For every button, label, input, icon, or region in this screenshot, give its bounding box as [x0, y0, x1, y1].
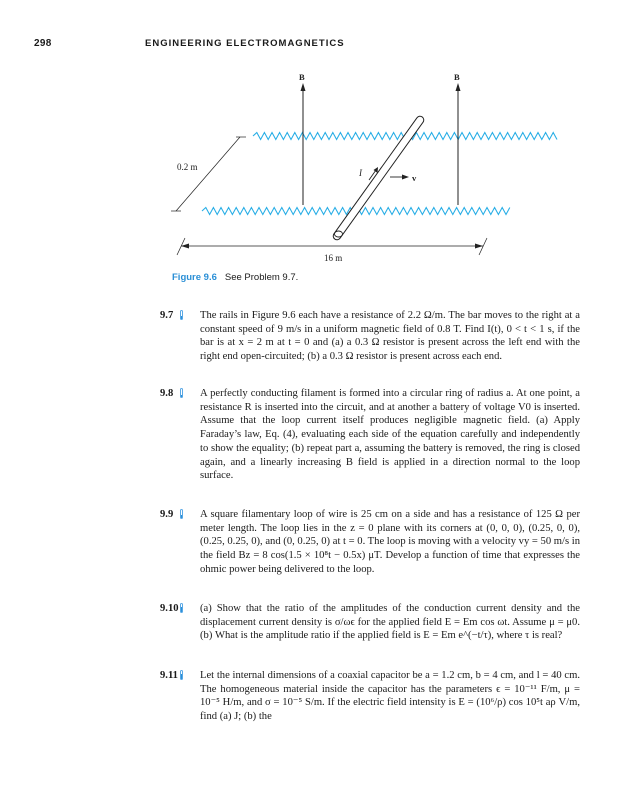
problem-number: 9.7 [160, 310, 174, 321]
b-field-arrow-right [456, 83, 461, 205]
problem-number: 9.8 [160, 388, 174, 399]
problem-number: 9.11 [160, 670, 178, 681]
problem-text: The rails in Figure 9.6 each have a resistance of 2.2 Ω/m. The bar moves to the right at a constant speed of 9 m/s in a uniform magnetic field of 0.8 T. Find I(t), 0 < t < 1 s, if the bar is at x = 2 m at t = 0 and (a) a 0.3 Ω resistor is present across the left end with the right end open-circuited; (b) a 0.3 Ω resistor is present across each end. [200, 310, 580, 363]
velocity-label: v [412, 173, 417, 183]
problem-9-7 [160, 309, 580, 364]
page-number: 298 [34, 38, 52, 49]
problem-text: A square filamentary loop of wire is 25 cm on a side and has a resistance of 125 Ω per meter length. The loop lies in the z = 0 plane with its corners at (0, 0, 0), (0.25, 0, 0), (0.25, 0.25, 0), and (0, 0.25, 0) at t = 0. The loop is moving with a velocity vy = 50 m/s in the field Bz = 8 cos(1.5 × 10⁸t − 0.5x) μT. Develop a function of time that expresses the ohmic power being delivered to the loop. [200, 509, 580, 575]
problem-number: 9.10 [160, 603, 179, 614]
problem-text: A perfectly conducting filament is formed into a circular ring of radius a. At one point, a resistance R is inserted into the circuit, and at another a battery of voltage V0 is inserted. Assume that the loop current itself produces negligible magnetic field. (a) Apply Faraday’s law, Eq. (4), evaluating each side of the equation carefully and independently to show the equality; (b) repeat part a, assuming the battery is removed, the ring is closed again, and a linearly increasing B field is applied in a direction normal to the loop surface. [200, 388, 580, 482]
separation-label: 0.2 m [177, 162, 198, 172]
velocity-arrow [390, 175, 409, 180]
separation-dimension [171, 137, 246, 211]
problem-text: (a) Show that the ratio of the amplitudes of the conduction current density and the displacement current density is σ/ωϵ for the applied field E = Em cos ωt. Assume μ = μ0. (b) What is the amplitude ratio if the applied field is E = Em e^(−t/τ), where τ is real? [200, 603, 580, 642]
figure-9-6 [0, 0, 627, 270]
problem-9-10 [160, 602, 580, 643]
b-label-right: B [454, 72, 460, 82]
sliding-bar [335, 120, 421, 237]
problem-text: Let the internal dimensions of a coaxial capacitor be a = 1.2 cm, b = 4 cm, and l = 40 cm. The homogeneous material inside the capacitor has the parameters ϵ = 10⁻¹¹ F/m, μ = 10⁻⁵ H/m, and σ = 10⁻⁵ S/m. If the electric field intensity is E = (10⁶/ρ) cos 10⁵t aρ V/m, find (a) J; (b) the [200, 670, 580, 723]
difficulty-thermometer-icon [180, 509, 183, 519]
difficulty-thermometer-icon [180, 388, 183, 398]
problem-9-11 [160, 669, 580, 724]
figure-caption [172, 272, 298, 283]
problem-9-9 [160, 508, 580, 577]
current-label: I [359, 168, 362, 178]
difficulty-thermometer-icon [180, 310, 183, 320]
problem-number: 9.9 [160, 509, 174, 520]
difficulty-thermometer-icon [180, 603, 183, 613]
running-head: ENGINEERING ELECTROMAGNETICS [145, 38, 345, 49]
problem-9-8 [160, 387, 580, 483]
b-label-left: B [299, 72, 305, 82]
difficulty-thermometer-icon [180, 670, 183, 680]
length-label: 16 m [324, 253, 343, 263]
b-field-arrow-left [301, 83, 306, 205]
figure-caption-text: See Problem 9.7. [224, 272, 299, 283]
figure-caption-label: Figure 9.6 [172, 272, 217, 283]
